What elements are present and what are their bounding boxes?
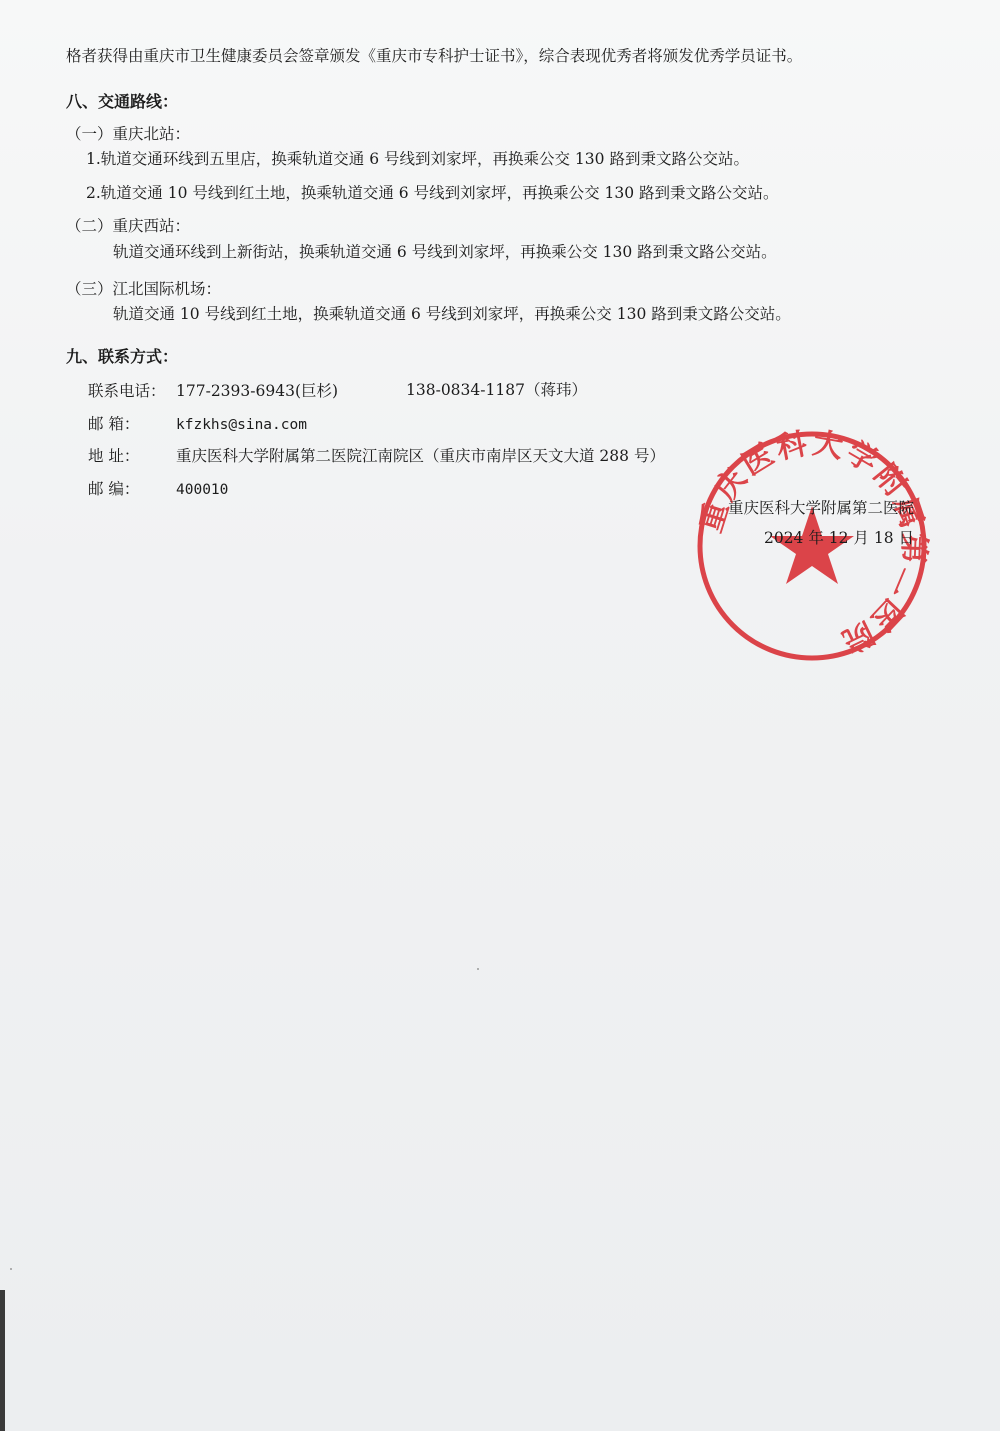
north-route-1: 1.轨道交通环线到五里店，换乘轨道交通 6 号线到刘家坪，再换乘公交 130 路到秉文路公交站。 <box>86 150 749 168</box>
signature-date: 2024 年 12 月 18 日 <box>763 529 914 547</box>
address-label: 地 址： <box>88 447 140 465</box>
phone-row <box>88 380 338 402</box>
signature-org: 重庆医科大学附属第二医院 <box>727 499 914 517</box>
phone-2: 138-0834-1187（蒋玮） <box>406 381 587 399</box>
phone-1: 177-2393-6943(巨杉) <box>176 382 339 400</box>
address-row <box>88 445 665 467</box>
intro-line: 格者获得由重庆市卫生健康委员会签章颁发《重庆市专科护士证书》，综合表现优秀者将颁发优秀学员证书。 <box>66 47 803 65</box>
north-station-title: （一）重庆北站： <box>66 125 191 143</box>
phone-label: 联系电话： <box>88 382 166 400</box>
email-label: 邮 箱： <box>88 415 140 433</box>
postcode-row <box>88 478 228 501</box>
postcode-label: 邮 编： <box>88 480 140 498</box>
transport-heading: 八、交通路线： <box>66 92 179 111</box>
email-row <box>88 413 307 436</box>
scan-edge-shadow <box>0 1290 5 1431</box>
seal-text: 重庆医科大学附属第二医院 <box>694 428 930 661</box>
contact-heading: 九、联系方式： <box>66 347 179 366</box>
address-value: 重庆医科大学附属第二医院江南院区（重庆市南岸区天文大道 288 号） <box>176 447 665 465</box>
west-route: 轨道交通环线到上新街站，换乘轨道交通 6 号线到刘家坪，再换乘公交 130 路到秉文路公交站。 <box>113 243 777 261</box>
airport-route: 轨道交通 10 号线到红土地，换乘轨道交通 6 号线到刘家坪，再换乘公交 130 路到秉文路公交站。 <box>113 305 791 323</box>
email-value: kfzkhs@sina.com <box>176 417 307 433</box>
north-route-2: 2.轨道交通 10 号线到红土地，换乘轨道交通 6 号线到刘家坪，再换乘公交 130 路到秉文路公交站。 <box>86 184 779 202</box>
paper-speck <box>477 968 479 970</box>
west-station-title: （二）重庆西站： <box>66 217 191 235</box>
postcode-value: 400010 <box>176 482 229 498</box>
airport-title: （三）江北国际机场： <box>66 280 222 298</box>
paper-speck <box>10 1268 12 1270</box>
